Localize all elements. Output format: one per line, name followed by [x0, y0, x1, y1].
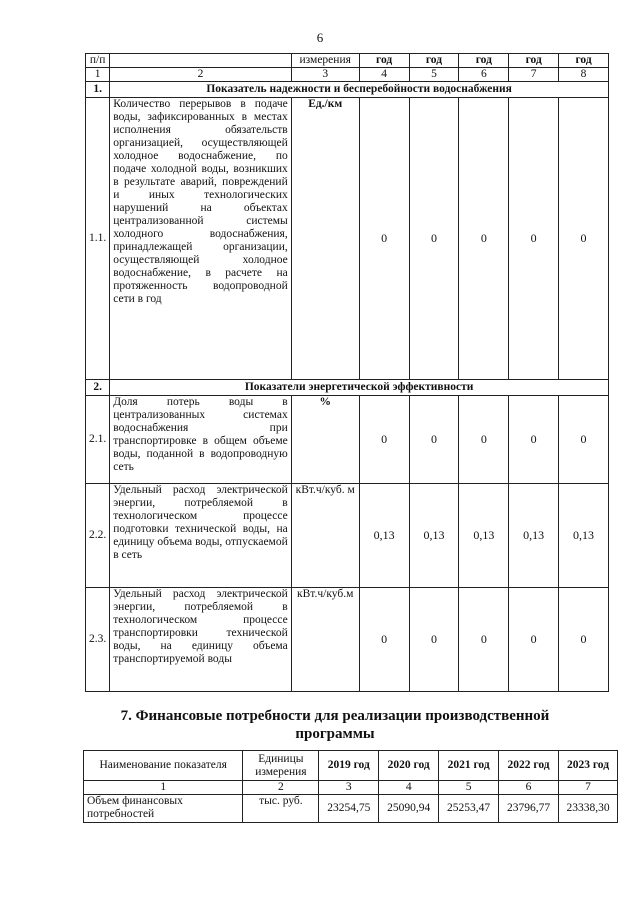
section-7-heading: 7. Финансовые потребности для реализации производственной программы	[120, 708, 550, 742]
index-cell: 6	[459, 68, 509, 82]
header-cell: Наименование показателя	[84, 751, 243, 781]
table-header-row	[86, 54, 609, 68]
row-description: Удельный расход электрической энергии, потребляемой в технологическом процессе подготовки технической воды, на единицу объема воды, отпускаемой в сеть	[110, 484, 291, 588]
header-cell: год	[409, 54, 459, 68]
header-cell	[110, 54, 291, 68]
value-cell: 0,13	[559, 484, 609, 588]
header-cell: измерения	[291, 54, 359, 68]
header-cell: год	[509, 54, 559, 68]
index-cell: 4	[379, 781, 439, 795]
value-cell: 23338,30	[559, 795, 618, 823]
header-cell: п/п	[86, 54, 110, 68]
row-unit: тыс. руб.	[243, 795, 319, 823]
index-cell: 4	[359, 68, 409, 82]
row-number: 1.1.	[86, 98, 110, 380]
index-cell: 3	[291, 68, 359, 82]
value-cell: 0	[509, 396, 559, 484]
value-cell: 25253,47	[439, 795, 499, 823]
row-unit: кВт.ч/куб. м	[291, 484, 359, 588]
value-cell: 0	[409, 98, 459, 380]
header-cell: 2023 год	[559, 751, 618, 781]
value-cell: 0	[509, 98, 559, 380]
index-cell: 5	[409, 68, 459, 82]
table-row	[84, 795, 618, 823]
value-cell: 0,13	[459, 484, 509, 588]
value-cell: 0	[359, 98, 409, 380]
header-cell: 2019 год	[319, 751, 379, 781]
value-cell: 23796,77	[499, 795, 559, 823]
value-cell: 0	[459, 588, 509, 692]
value-cell: 0	[559, 396, 609, 484]
section-number: 2.	[86, 380, 110, 396]
page-number: 6	[316, 30, 324, 45]
value-cell: 0	[409, 396, 459, 484]
row-description: Удельный расход электрической энергии, потребляемой в технологическом процессе транспортировки технической воды, на единицу объема транспортируемой воды	[110, 588, 291, 692]
indicators-table	[85, 53, 609, 692]
row-name: Объем финансовых потребностей	[84, 795, 243, 823]
index-cell: 1	[86, 68, 110, 82]
value-cell: 0	[509, 588, 559, 692]
header-cell: 2022 год	[499, 751, 559, 781]
value-cell: 0,13	[509, 484, 559, 588]
index-cell: 6	[499, 781, 559, 795]
column-index-row	[84, 781, 618, 795]
index-cell: 1	[84, 781, 243, 795]
row-unit: кВт.ч/куб.м	[291, 588, 359, 692]
table-row	[86, 396, 609, 484]
row-unit: %	[291, 396, 359, 484]
row-number: 2.2.	[86, 484, 110, 588]
value-cell: 0	[409, 588, 459, 692]
index-cell: 3	[319, 781, 379, 795]
value-cell: 0	[459, 98, 509, 380]
financial-needs-table	[83, 750, 618, 823]
table-row	[86, 588, 609, 692]
section-title: Показатель надежности и бесперебойности водоснабжения	[110, 82, 609, 98]
value-cell: 0	[359, 588, 409, 692]
value-cell: 0,13	[409, 484, 459, 588]
value-cell: 0	[359, 396, 409, 484]
section-title: Показатели энергетической эффективности	[110, 380, 609, 396]
value-cell: 0	[559, 98, 609, 380]
header-cell: Единицы измерения	[243, 751, 319, 781]
value-cell: 23254,75	[319, 795, 379, 823]
row-unit: Ед./км	[291, 98, 359, 380]
index-cell: 5	[439, 781, 499, 795]
header-cell: год	[559, 54, 609, 68]
header-cell: год	[359, 54, 409, 68]
row-description: Доля потерь воды в централизованных системах водоснабжения при транспортировке в общем объеме воды, поданной в водопроводную сеть	[110, 396, 291, 484]
row-number: 2.3.	[86, 588, 110, 692]
header-cell: год	[459, 54, 509, 68]
value-cell: 25090,94	[379, 795, 439, 823]
section-row	[86, 82, 609, 98]
value-cell: 0,13	[359, 484, 409, 588]
section-row	[86, 380, 609, 396]
table-row	[86, 98, 609, 380]
header-cell: 2020 год	[379, 751, 439, 781]
value-cell: 0	[559, 588, 609, 692]
table-header-row	[84, 751, 618, 781]
value-cell: 0	[459, 396, 509, 484]
index-cell: 7	[559, 781, 618, 795]
index-cell: 2	[243, 781, 319, 795]
index-cell: 7	[509, 68, 559, 82]
column-index-row	[86, 68, 609, 82]
row-number: 2.1.	[86, 396, 110, 484]
header-cell: 2021 год	[439, 751, 499, 781]
index-cell: 2	[110, 68, 291, 82]
row-description: Количество перерывов в подаче воды, зафиксированных в местах исполнения обязательств организацией, осуществляющей холодное водоснабжение, по подаче холодной воды, возникших в результате аварий, повреждений и иных технологических нарушений на объектах централизованной системы холодного водоснабжения, принадлежащей организации, осуществляющей холодное водоснабжение, в расчете на протяженность водопроводной сети в год	[110, 98, 291, 380]
table-row	[86, 484, 609, 588]
section-number: 1.	[86, 82, 110, 98]
index-cell: 8	[559, 68, 609, 82]
